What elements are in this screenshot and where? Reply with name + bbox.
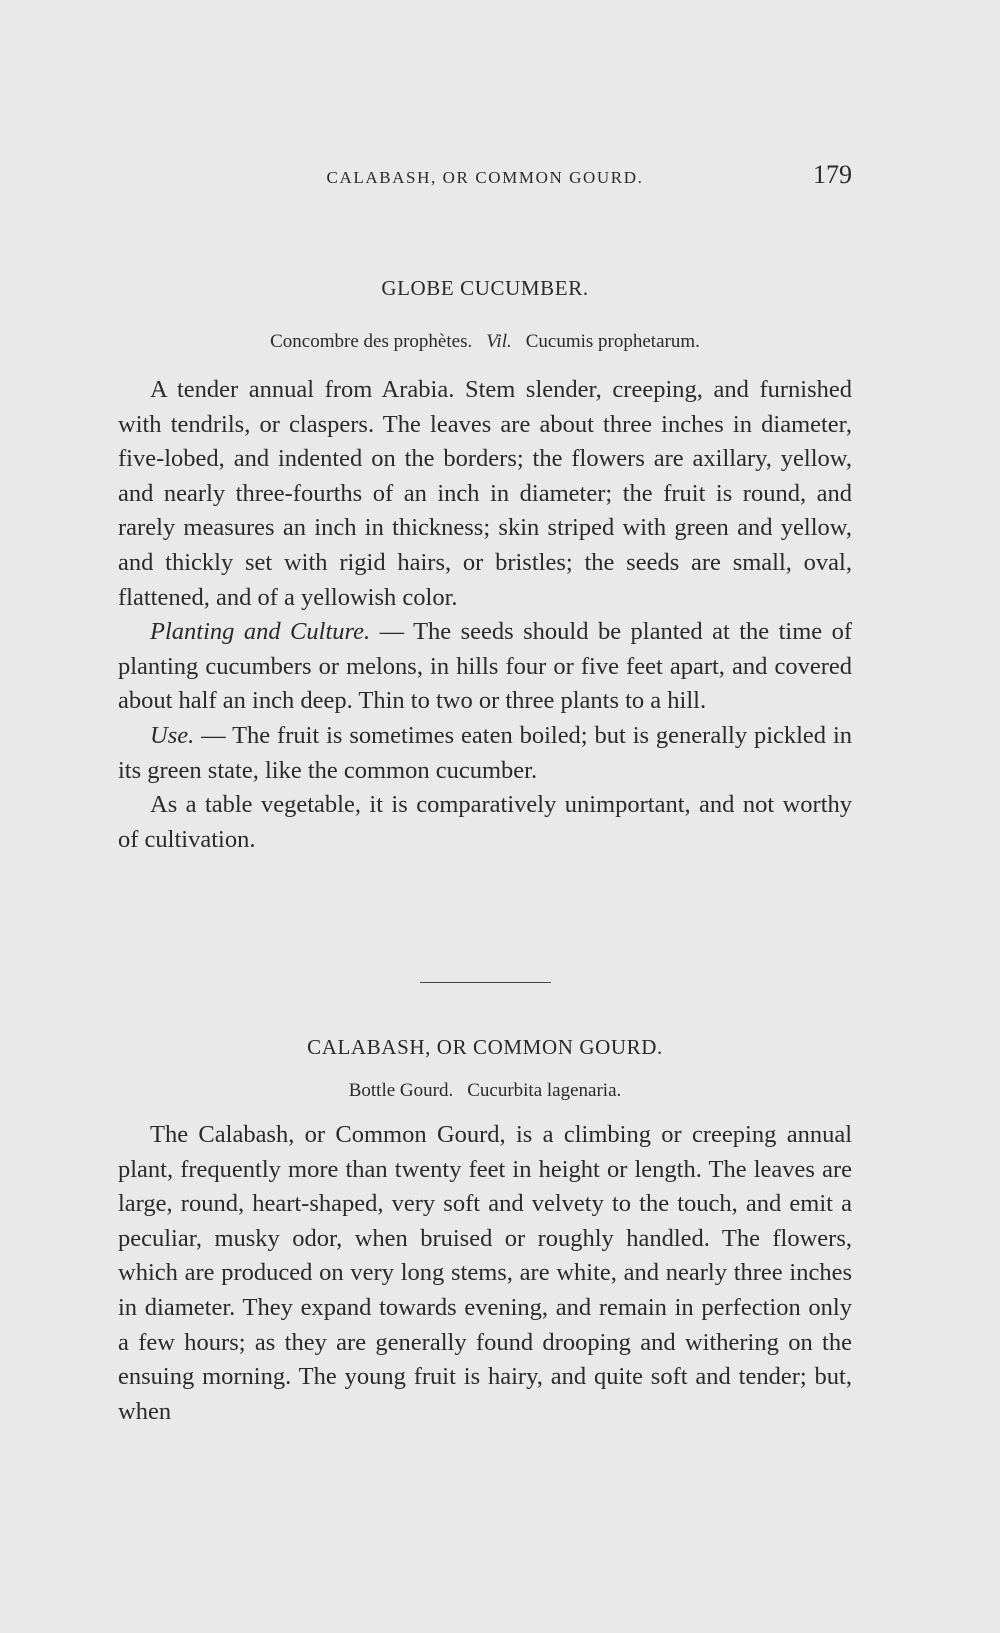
running-head xyxy=(118,160,852,200)
description-paragraph: A tender annual from Arabia. Stem slender, creeping, and furnished with tendrils, or claspers. The leaves are about three inches in diameter, five-lobed, and indented on the borders; the flowers are axillary, yellow, and nearly three-fourths of an inch in diameter; the fruit is round, and rarely measures an inch in thickness; skin striped with green and yellow, and thickly set with rigid hairs, or bristles; the seeds are small, oval, flattened, and of a yellowish color. xyxy=(118,376,852,611)
calabash-heading: CALABASH, OR COMMON GOURD. xyxy=(307,1035,663,1059)
running-title: CALABASH, OR COMMON GOURD. xyxy=(326,168,644,187)
french-name: Concombre des prophètes. xyxy=(270,331,473,352)
page-number: 179 xyxy=(813,160,852,189)
globe-cucumber-body xyxy=(118,373,852,857)
globe-cucumber-heading: GLOBE CUCUMBER. xyxy=(381,276,589,300)
botanical-name: Cucumis prophetarum. xyxy=(525,331,700,352)
common-name: Bottle Gourd. xyxy=(348,1080,454,1101)
description-paragraph: The Calabash, or Common Gourd, is a climbing or creeping annual plant, frequently more than twenty feet in height or length. The leaves are large, round, heart-shaped, very soft and velvety to the touch, and emit a peculiar, musky odor, when bruised or roughly handled. The flowers, which are produced on very long stems, are white, and nearly three inches in diameter. They expand towards evening, and remain in perfection only a few hours; as they are generally found drooping and withering on the ensuing morning. The young fruit is hairy, and quite soft and tender; but, when xyxy=(118,1121,852,1425)
authority-abbrev: Vil. xyxy=(486,331,512,352)
globe-cucumber-synonyms xyxy=(118,331,852,353)
use-text: — The fruit is sometimes eaten boiled; but is generally pickled in its green state, like the common cucumber. xyxy=(118,721,853,784)
remark-paragraph: As a table vegetable, it is comparatively unimportant, and not worthy of cultivation. xyxy=(118,791,852,853)
planting-label: Planting and Culture. xyxy=(150,618,371,646)
section-divider xyxy=(420,982,551,983)
calabash-body xyxy=(118,1118,852,1429)
use-label: Use. xyxy=(150,721,195,749)
planting-paragraph xyxy=(118,615,852,719)
planting-text: — The seeds should be planted at the time of planting cucumbers or melons, in hills four or five feet apart, and covered about half an inch deep. Thin to two or three plants to a hill. xyxy=(118,618,853,715)
use-paragraph xyxy=(118,719,852,788)
botanical-name: Cucurbita lagenaria. xyxy=(467,1080,622,1101)
calabash-synonyms xyxy=(118,1080,852,1102)
